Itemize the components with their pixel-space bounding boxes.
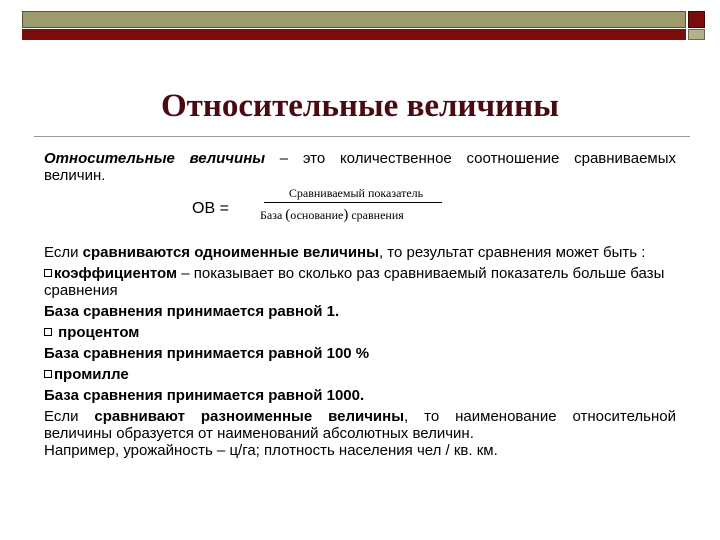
diff-bold: сравнивают разноименные величины: [94, 408, 405, 425]
square-bullet-icon: [44, 370, 52, 378]
coefficient-text: – показывает во сколько раз сравниваемый показатель больше базы сравнения: [44, 265, 665, 299]
base-one: [44, 303, 676, 320]
header-red-bar: [22, 29, 686, 40]
base-thousand: [44, 387, 676, 404]
base-hundred-text: База сравнения принимается равной 100 %: [44, 345, 370, 362]
square-bullet-icon: [44, 269, 52, 277]
same-suffix: , то результат сравнения может быть :: [378, 244, 646, 261]
promille-item: [44, 366, 676, 383]
coefficient-item: [44, 265, 676, 299]
diff-prefix: Если: [44, 408, 95, 425]
formula-numerator: Сравниваемый показатель: [288, 186, 424, 200]
base-one-text: База сравнения принимается равной 1.: [44, 303, 340, 320]
same-units-paragraph: [44, 244, 676, 261]
slide-body: [44, 150, 676, 459]
definition-text: – это количественное соотношение сравниваемых величин.: [44, 150, 677, 184]
base-thousand-text: База сравнения принимается равной 1000.: [44, 387, 365, 404]
title-divider: [34, 136, 690, 137]
header-olive-square: [688, 29, 705, 40]
slide-title: Относительные величины: [161, 88, 559, 124]
formula-lhs: ОВ =: [192, 200, 229, 217]
formula-denominator: База (основание) сравнения: [260, 207, 404, 223]
diff-suffix: , то наименование относительной величины образуется от наименований абсолютных величин.: [44, 408, 677, 442]
header-red-square: [688, 11, 705, 28]
same-prefix: Если: [44, 244, 83, 261]
fraction-line: [264, 202, 442, 203]
different-units-paragraph: [44, 408, 676, 442]
percent-bold: процентом: [54, 324, 140, 341]
example-paragraph: Например, урожайность – ц/га; плотность населения чел / кв. км.: [44, 442, 498, 459]
base-hundred: [44, 345, 676, 362]
same-bold: сравниваются одноименные величины: [82, 244, 379, 261]
denominator-right: сравнения: [351, 208, 404, 222]
denominator-mid: основание: [290, 208, 344, 222]
denominator-left: База: [260, 208, 283, 222]
header-olive-bar: [22, 11, 686, 28]
square-bullet-icon: [44, 328, 52, 336]
percent-item: [44, 324, 676, 341]
formula: [44, 184, 676, 232]
definition-paragraph: [44, 150, 676, 184]
coefficient-bold: коэффициентом: [54, 265, 178, 282]
definition-term: Относительные величины: [44, 150, 266, 167]
promille-bold: промилле: [54, 366, 129, 383]
